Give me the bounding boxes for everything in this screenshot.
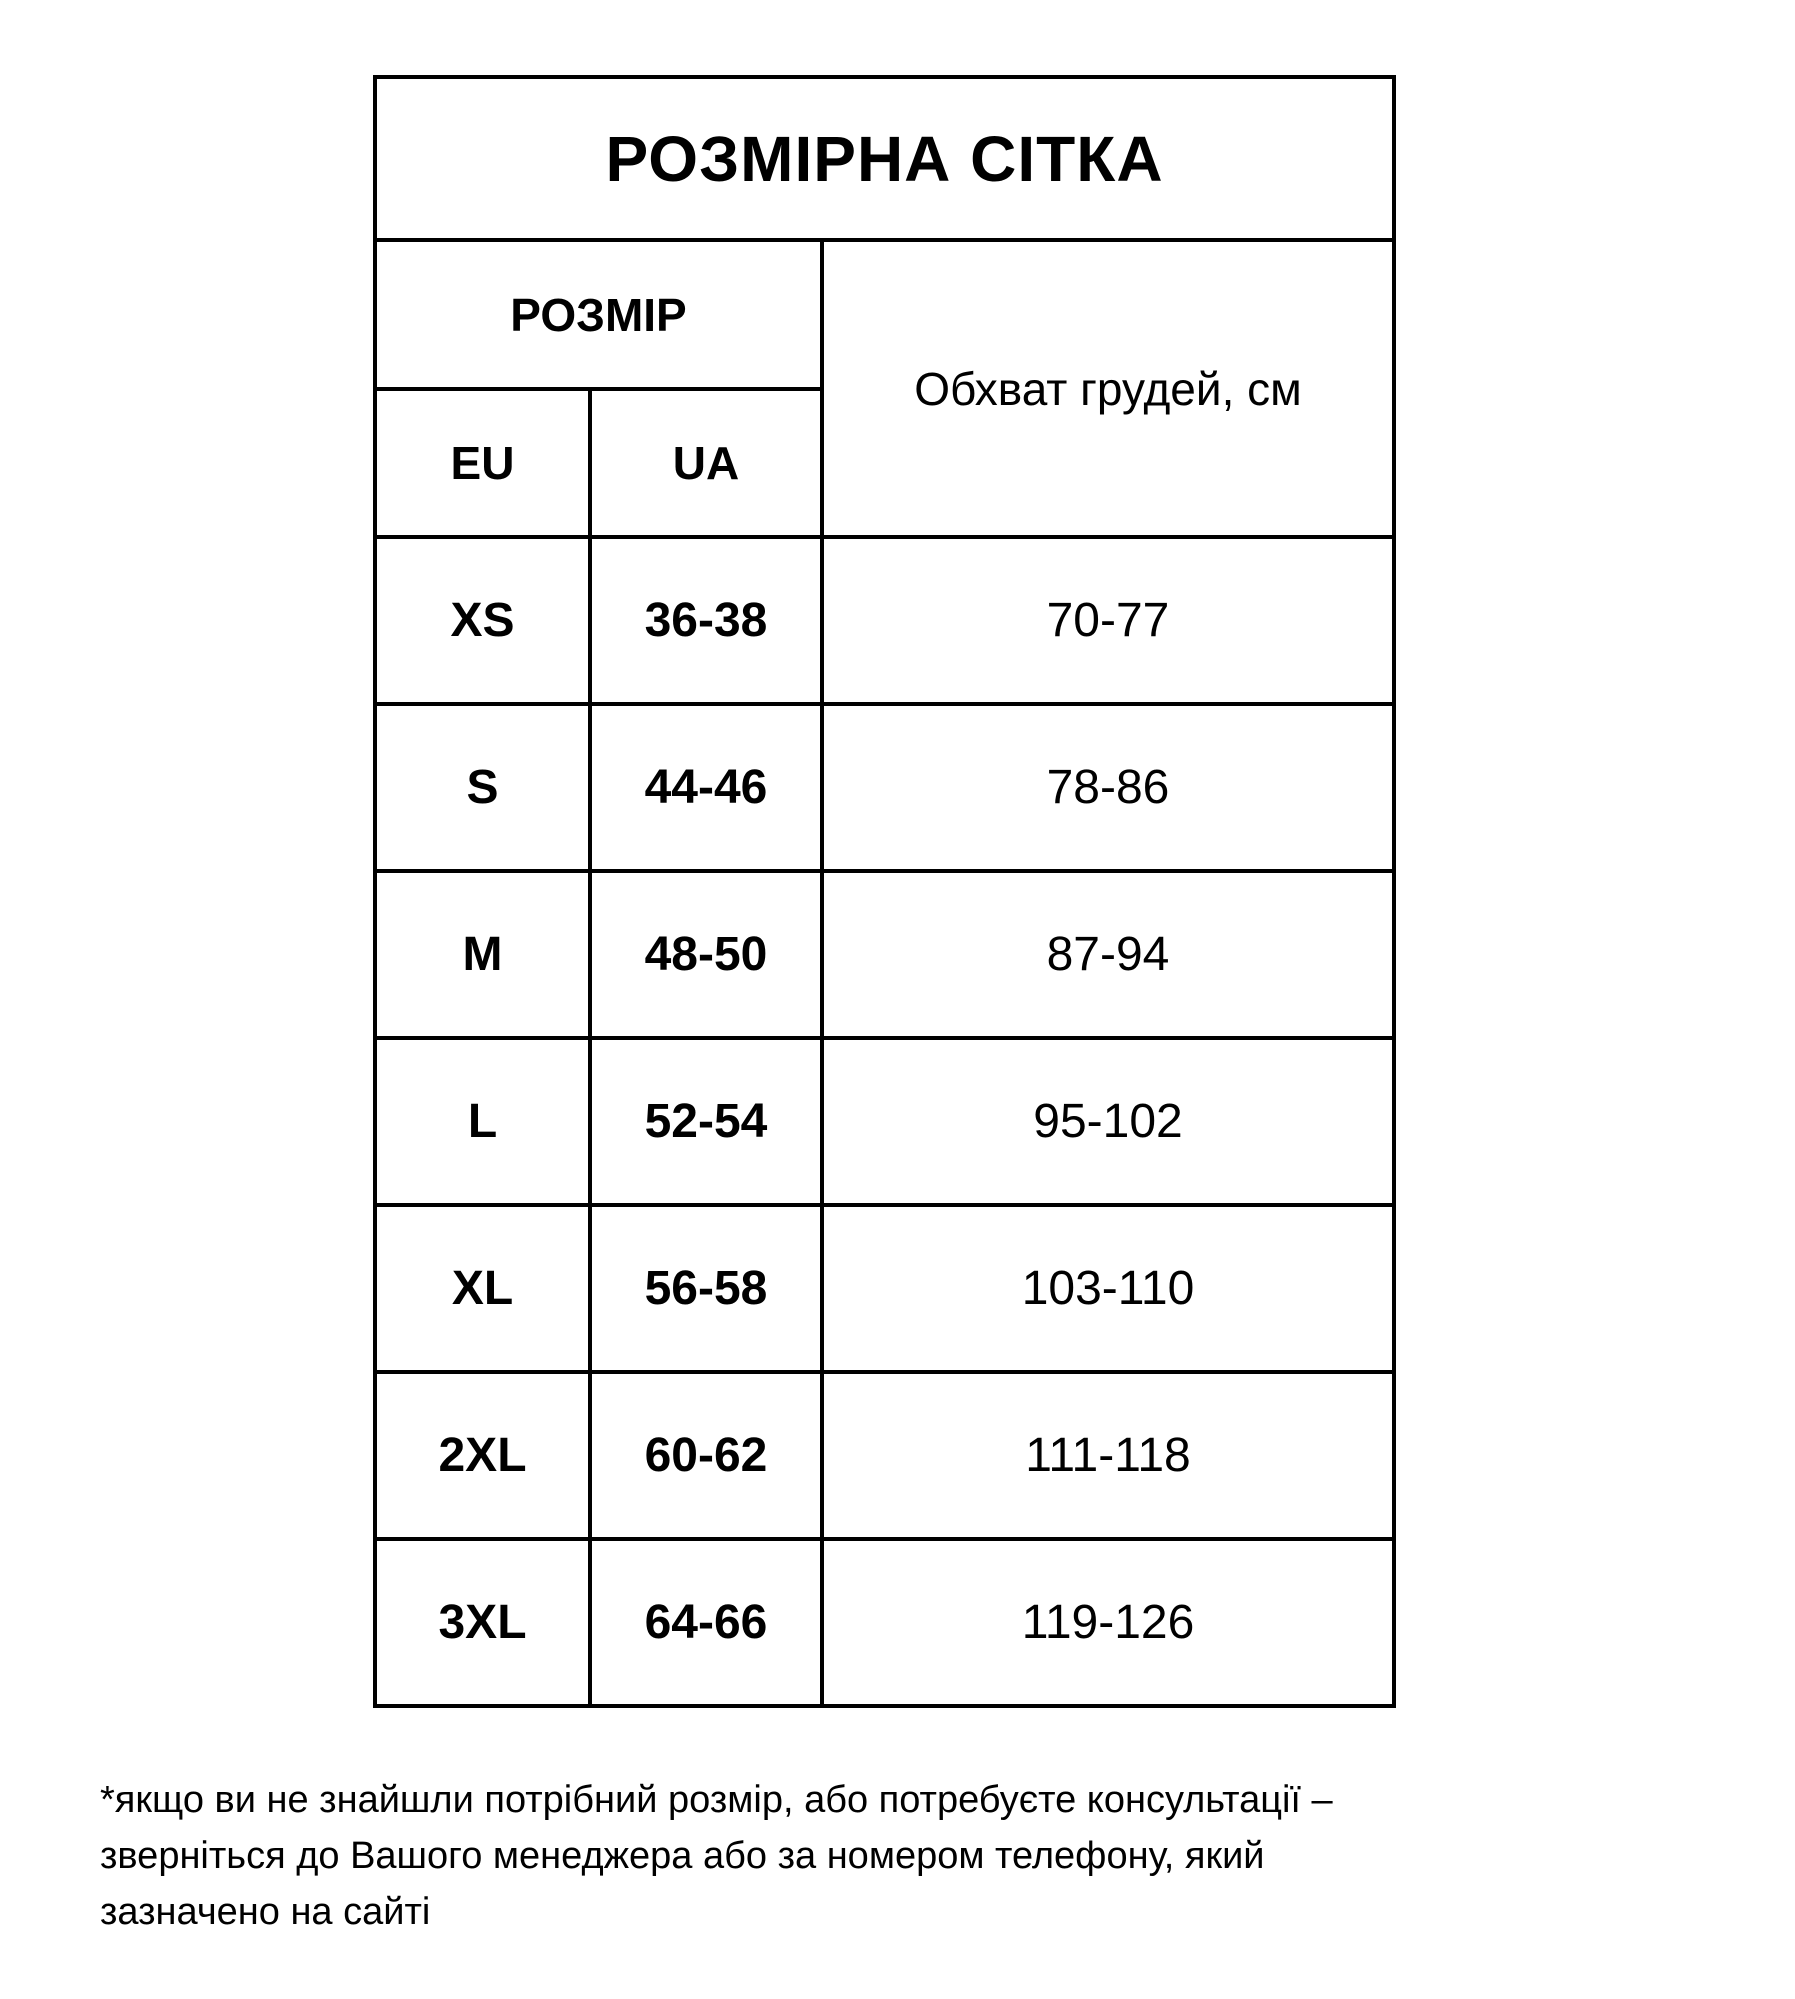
footnote-line: зазначено на сайті [100, 1891, 431, 1933]
ua-size-cell: 56-58 [590, 1205, 822, 1372]
eu-size-cell: M [375, 871, 590, 1038]
ua-size-cell: 60-62 [590, 1372, 822, 1539]
ua-size-cell: 44-46 [590, 704, 822, 871]
eu-size-cell: L [375, 1038, 590, 1205]
chest-range-cell: 70-77 [822, 537, 1394, 704]
chest-range-cell: 87-94 [822, 871, 1394, 1038]
table-row [375, 704, 1394, 871]
chest-range-cell: 111-118 [822, 1372, 1394, 1539]
table-row [375, 1038, 1394, 1205]
chest-range-cell: 78-86 [822, 704, 1394, 871]
table-row [375, 1205, 1394, 1372]
footnote-line: зверніться до Вашого менеджера або за номером телефону, який [100, 1835, 1265, 1877]
chest-range-cell: 95-102 [822, 1038, 1394, 1205]
ua-size-cell: 36-38 [590, 537, 822, 704]
eu-size-cell: 3XL [375, 1539, 590, 1706]
chest-range-cell: 103-110 [822, 1205, 1394, 1372]
ua-size-cell: 64-66 [590, 1539, 822, 1706]
eu-size-cell: S [375, 704, 590, 871]
ua-header: UA [590, 389, 822, 537]
table-row [375, 871, 1394, 1038]
table-row [375, 1372, 1394, 1539]
footnote [100, 1772, 1333, 1940]
ua-size-cell: 48-50 [590, 871, 822, 1038]
table-row [375, 1539, 1394, 1706]
chest-column-header: Обхват грудей, см [822, 240, 1394, 537]
size-chart-table [373, 75, 1396, 1708]
eu-size-cell: 2XL [375, 1372, 590, 1539]
footnote-line: *якщо ви не знайшли потрібний розмір, або потребуєте консультації – [100, 1779, 1333, 1821]
chest-range-cell: 119-126 [822, 1539, 1394, 1706]
table-row [375, 537, 1394, 704]
size-column-header: РОЗМІР [375, 240, 822, 389]
eu-size-cell: XS [375, 537, 590, 704]
eu-header: EU [375, 389, 590, 537]
ua-size-cell: 52-54 [590, 1038, 822, 1205]
eu-size-cell: XL [375, 1205, 590, 1372]
table-title: РОЗМІРНА СІТКА [375, 77, 1394, 240]
